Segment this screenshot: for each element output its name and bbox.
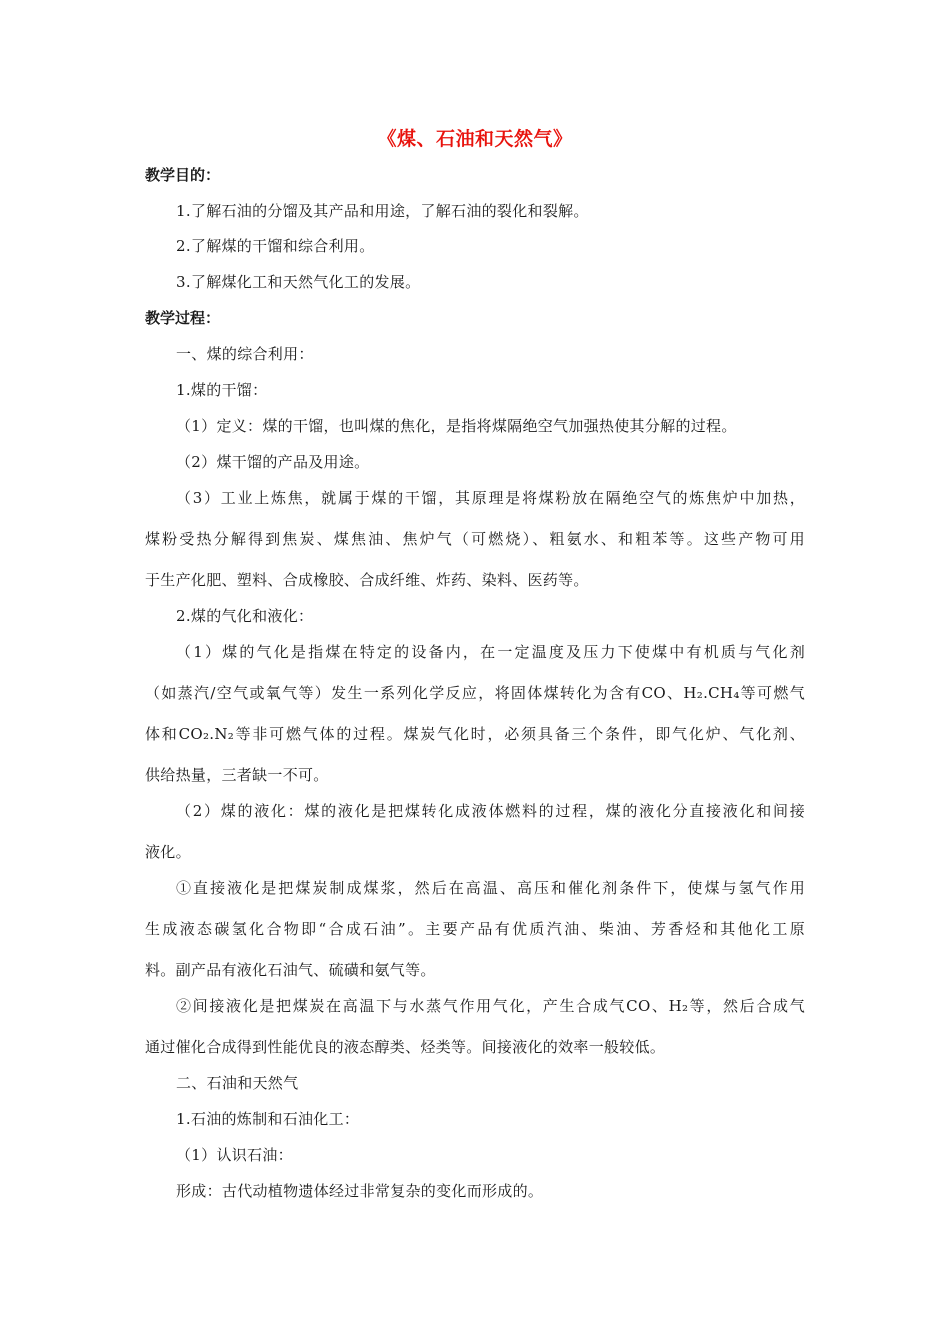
subsection-heading: 1.石油的炼制和石油化工：	[176, 1110, 360, 1128]
paragraph-line: （1）定义：煤的干馏，也叫煤的焦化，是指将煤隔绝空气加强热使其分解的过程。	[176, 417, 737, 435]
objectives-heading: 教学目的：	[145, 166, 221, 184]
paragraph-line: （2）煤干馏的产品及用途。	[176, 453, 370, 471]
objective-item: 1.了解石油的分馏及其产品和用途，了解石油的裂化和裂解。	[176, 202, 589, 220]
subsection-heading: （1）认识石油：	[176, 1146, 293, 1164]
document-title: 《煤、石油和天然气》	[377, 128, 573, 150]
paragraph-line: 料。副产品有液化石油气、硫磺和氨气等。	[145, 961, 436, 979]
paragraph-line: 形成：古代动植物遗体经过非常复杂的变化而形成的。	[176, 1182, 544, 1200]
paragraph-line: （3）工业上炼焦，就属于煤的干馏，其原理是将煤粉放在隔绝空气的炼焦炉中加热，	[176, 489, 805, 507]
paragraph-line: （1）煤的气化是指煤在特定的设备内，在一定温度及压力下使煤中有机质与气化剂	[176, 643, 805, 661]
objective-item: 3.了解煤化工和天然气化工的发展。	[176, 273, 421, 291]
paragraph-line: 液化。	[145, 843, 191, 861]
paragraph-line: ②间接液化是把煤炭在高温下与水蒸气作用气化，产生合成气CO、H₂等，然后合成气	[176, 997, 805, 1015]
section-heading: 一、煤的综合利用：	[176, 345, 314, 363]
subsection-heading: 2.煤的气化和液化：	[176, 607, 314, 625]
paragraph-line: 生成液态碳氢化合物即“合成石油”。主要产品有优质汽油、柴油、芳香烃和其他化工原	[145, 920, 805, 938]
paragraph-line: 供给热量，三者缺一不可。	[145, 766, 329, 784]
section-heading: 二、石油和天然气	[176, 1074, 299, 1092]
objective-item: 2.了解煤的干馏和综合利用。	[176, 237, 375, 255]
subsection-heading: 1.煤的干馏：	[176, 381, 268, 399]
paragraph-line: ①直接液化是把煤炭制成煤浆，然后在高温、高压和催化剂条件下，使煤与氢气作用	[176, 879, 805, 897]
paragraph-line: 体和CO₂.N₂等非可燃气体的过程。煤炭气化时，必须具备三个条件，即气化炉、气化剂、	[145, 725, 805, 743]
paragraph-line: （如蒸汽/空气或氧气等）发生一系列化学反应，将固体煤转化为含有CO、H₂.CH₄等可燃气	[145, 684, 805, 702]
paragraph-line: 通过催化合成得到性能优良的液态醇类、烃类等。间接液化的效率一般较低。	[145, 1038, 666, 1056]
paragraph-line: 于生产化肥、塑料、合成橡胶、合成纤维、炸药、染料、医药等。	[145, 571, 589, 589]
paragraph-line: （2）煤的液化：煤的液化是把煤转化成液体燃料的过程，煤的液化分直接液化和间接	[176, 802, 805, 820]
process-heading: 教学过程：	[145, 309, 221, 327]
paragraph-line: 煤粉受热分解得到焦炭、煤焦油、焦炉气（可燃烧）、粗氨水、和粗苯等。这些产物可用	[145, 530, 805, 548]
